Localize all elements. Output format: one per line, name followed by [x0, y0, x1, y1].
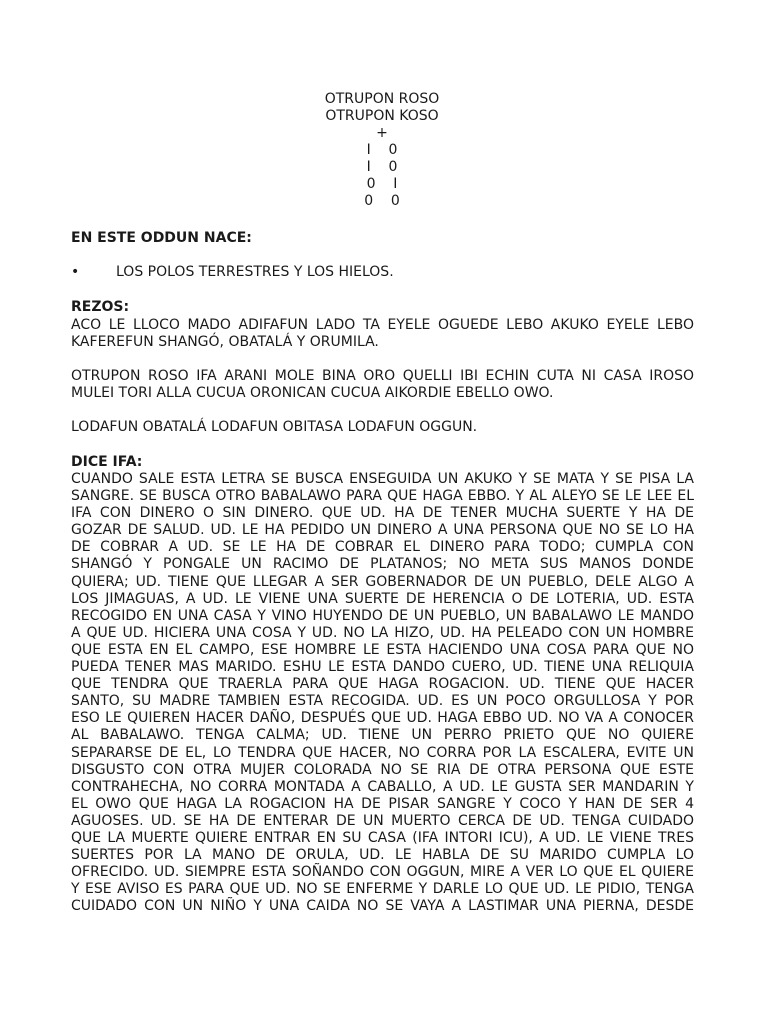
bullet-dot-icon: • [71, 264, 80, 280]
paragraph-line: OTRUPON ROSO IFA ARANI MOLE BINA ORO QUELLI IBI ECHIN CUTA NI CASA IROSO [71, 368, 694, 384]
dice-ifa-line: DISGUSTO CON OTRA MUJER COLORADA NO SE RIA DE OTRA PERSONA QUE ESTE [71, 761, 694, 778]
rezos-paragraph-3 [71, 419, 694, 436]
dice-ifa-line: QUIERA; UD. TIENE QUE LLEGAR A SER GOBERNADOR DE UN PUEBLO, DELE ALGO A [71, 573, 694, 590]
nace-bullet-text: LOS POLOS TERRESTRES Y LOS HIELOS. [116, 264, 394, 280]
dice-ifa-line: OFRECIDO. UD. SIEMPRE ESTA SOÑANDO CON OGGUN, MIRE A VER LO QUE EL QUIERE [71, 864, 694, 881]
paragraph-line: LODAFUN OBATALÁ LODAFUN OBITASA LODAFUN OGGUN. [71, 419, 478, 435]
dice-ifa-line: IFA CON DINERO O SIN DINERO. QUE UD. HA DE TENER MUCHA SUERTE Y HA DE [71, 505, 694, 522]
sign-mark-row-4: 0 0 [364, 193, 400, 209]
dice-ifa-line: EL OWO QUE HAGA LA ROGACION HA DE PISAR SANGRE Y COCO Y HAN DE SER 4 [71, 795, 694, 812]
dice-ifa-line: SHANGÓ Y PONGALE UN RACIMO DE PLATANOS; NO META SUS MANOS DONDE [71, 556, 694, 573]
paragraph-line: ACO LE LLOCO MADO ADIFAFUN LADO TA EYELE OGUEDE LEBO AKUKO EYELE LEBO [71, 317, 694, 333]
nace-heading: EN ESTE ODDUN NACE: [71, 230, 252, 246]
rezos-paragraph-2-end [71, 385, 694, 402]
dice-ifa-line: CUIDADO CON UN NIÑO Y UNA CAIDA NO SE VAYA A LASTIMAR UNA PIERNA, DESDE [71, 898, 694, 915]
sign-title-line-1: OTRUPON ROSO [324, 91, 440, 107]
dice-ifa-line: LOS JIMAGUAS, A UD. LE VIENE UNA SUERTE DE HERENCIA O DE LOTERIA, UD. ESTA [71, 590, 694, 607]
dice-ifa-line: SUERTES POR LA MANO DE ORULA, UD. LE HABLA DE SU MARIDO CUMPLA LO [71, 847, 694, 864]
sign-mark-row-2: I 0 [366, 159, 398, 175]
dice-ifa-line: QUE TENDRA QUE TRAERLA PARA QUE HAGA ROGACION. UD. TIENE QUE HACER [71, 676, 694, 693]
rezos-heading: REZOS: [71, 299, 130, 315]
dice-ifa-line: CONTRAHECHA, NO CORRA MONTADA A CABALLO, A UD. LE GUSTA SER MANDARIN Y [71, 778, 694, 795]
dice-ifa-line: QUE LA MUERTE QUIERE ENTRAR EN SU CASA (IFA INTORI ICU), A UD. LE VIENE TRES [71, 829, 694, 846]
dice-ifa-line: AL BABALAWO. TENGA CALMA; UD. TIENE UN PERRO PRIETO QUE NO QUIERE [71, 727, 694, 744]
rezos-paragraph-1-end [71, 334, 694, 351]
rezos-paragraph-1 [71, 317, 694, 334]
sign-plus: + [376, 125, 388, 141]
dice-ifa-line: CUANDO SALE ESTA LETRA SE BUSCA ENSEGUIDA UN AKUKO Y SE MATA Y SE PISA LA [71, 471, 694, 487]
dice-ifa-line: QUE ESTA EN EL CAMPO, ESE HOMBRE LE ESTA HACIENDO UNA COSA PARA QUE NO [71, 641, 694, 658]
dice-ifa-heading: DICE IFA: [71, 454, 143, 470]
rezos-paragraph-2 [71, 368, 694, 385]
sign-mark-row-3: 0 I [366, 176, 398, 192]
dice-ifa-line: PUEDA TENER MAS MARIDO. ESHU LE ESTA DANDO CUERO, UD. TIENE UNA RELIQUIA [71, 659, 694, 676]
dice-ifa-body [71, 471, 694, 915]
dice-ifa-line: SEPARARSE DE EL, LO TENDRA QUE HACER, NO CORRA POR LA ESCALERA, EVITE UN [71, 744, 694, 761]
paragraph-line: KAFEREFUN SHANGÓ, OBATALÁ Y ORUMILA. [71, 334, 379, 350]
dice-ifa-line: DE COBRAR A UD. SE LE HA DE COBRAR EL DINERO PARA TODO; CUMPLA CON [71, 539, 694, 556]
paragraph-line: MULEI TORI ALLA CUCUA ORONICAN CUCUA AIKORDIE EBELLO OWO. [71, 385, 554, 401]
dice-ifa-line: SANGRE. SE BUSCA OTRO BABALAWO PARA QUE HAGA EBBO. Y AL ALEYO SE LE LEE EL [71, 488, 694, 505]
dice-ifa-line: GOZAR DE SALUD. UD. LE HA PEDIDO UN DINERO A UNA PERSONA QUE NO SE LO HA [71, 522, 694, 539]
oddun-sign-block [262, 91, 502, 210]
dice-ifa-line: RECOGIDO EN UNA CASA Y VINO HUYENDO DE UN PUEBLO, UN BABALAWO LE MANDO [71, 607, 694, 624]
sign-mark-row-1: I 0 [366, 142, 398, 158]
dice-ifa-line: AGUOSES. UD. SE HA DE ENTERAR DE UN MUERTO CERCA DE UD. TENGA CUIDADO [71, 812, 694, 829]
sign-title-line-2: OTRUPON KOSO [325, 108, 439, 124]
dice-ifa-line: A QUE UD. HICIERA UNA COSA Y UD. NO LA HIZO, UD. HA PELEADO CON UN HOMBRE [71, 624, 694, 641]
dice-ifa-line: Y ESE AVISO ES PARA QUE UD. NO SE ENFERME Y DARLE LO QUE UD. LE PIDIO, TENGA [71, 881, 694, 898]
dice-ifa-line: ESO LE QUIEREN HACER DAÑO, DESPUÉS QUE UD. HAGA EBBO UD. NO VA A CONOCER [71, 710, 694, 727]
dice-ifa-line: SANTO, SU MADRE TAMBIEN ESTA RECOGIDA. UD. ES UN POCO ORGULLOSA Y POR [71, 693, 694, 710]
